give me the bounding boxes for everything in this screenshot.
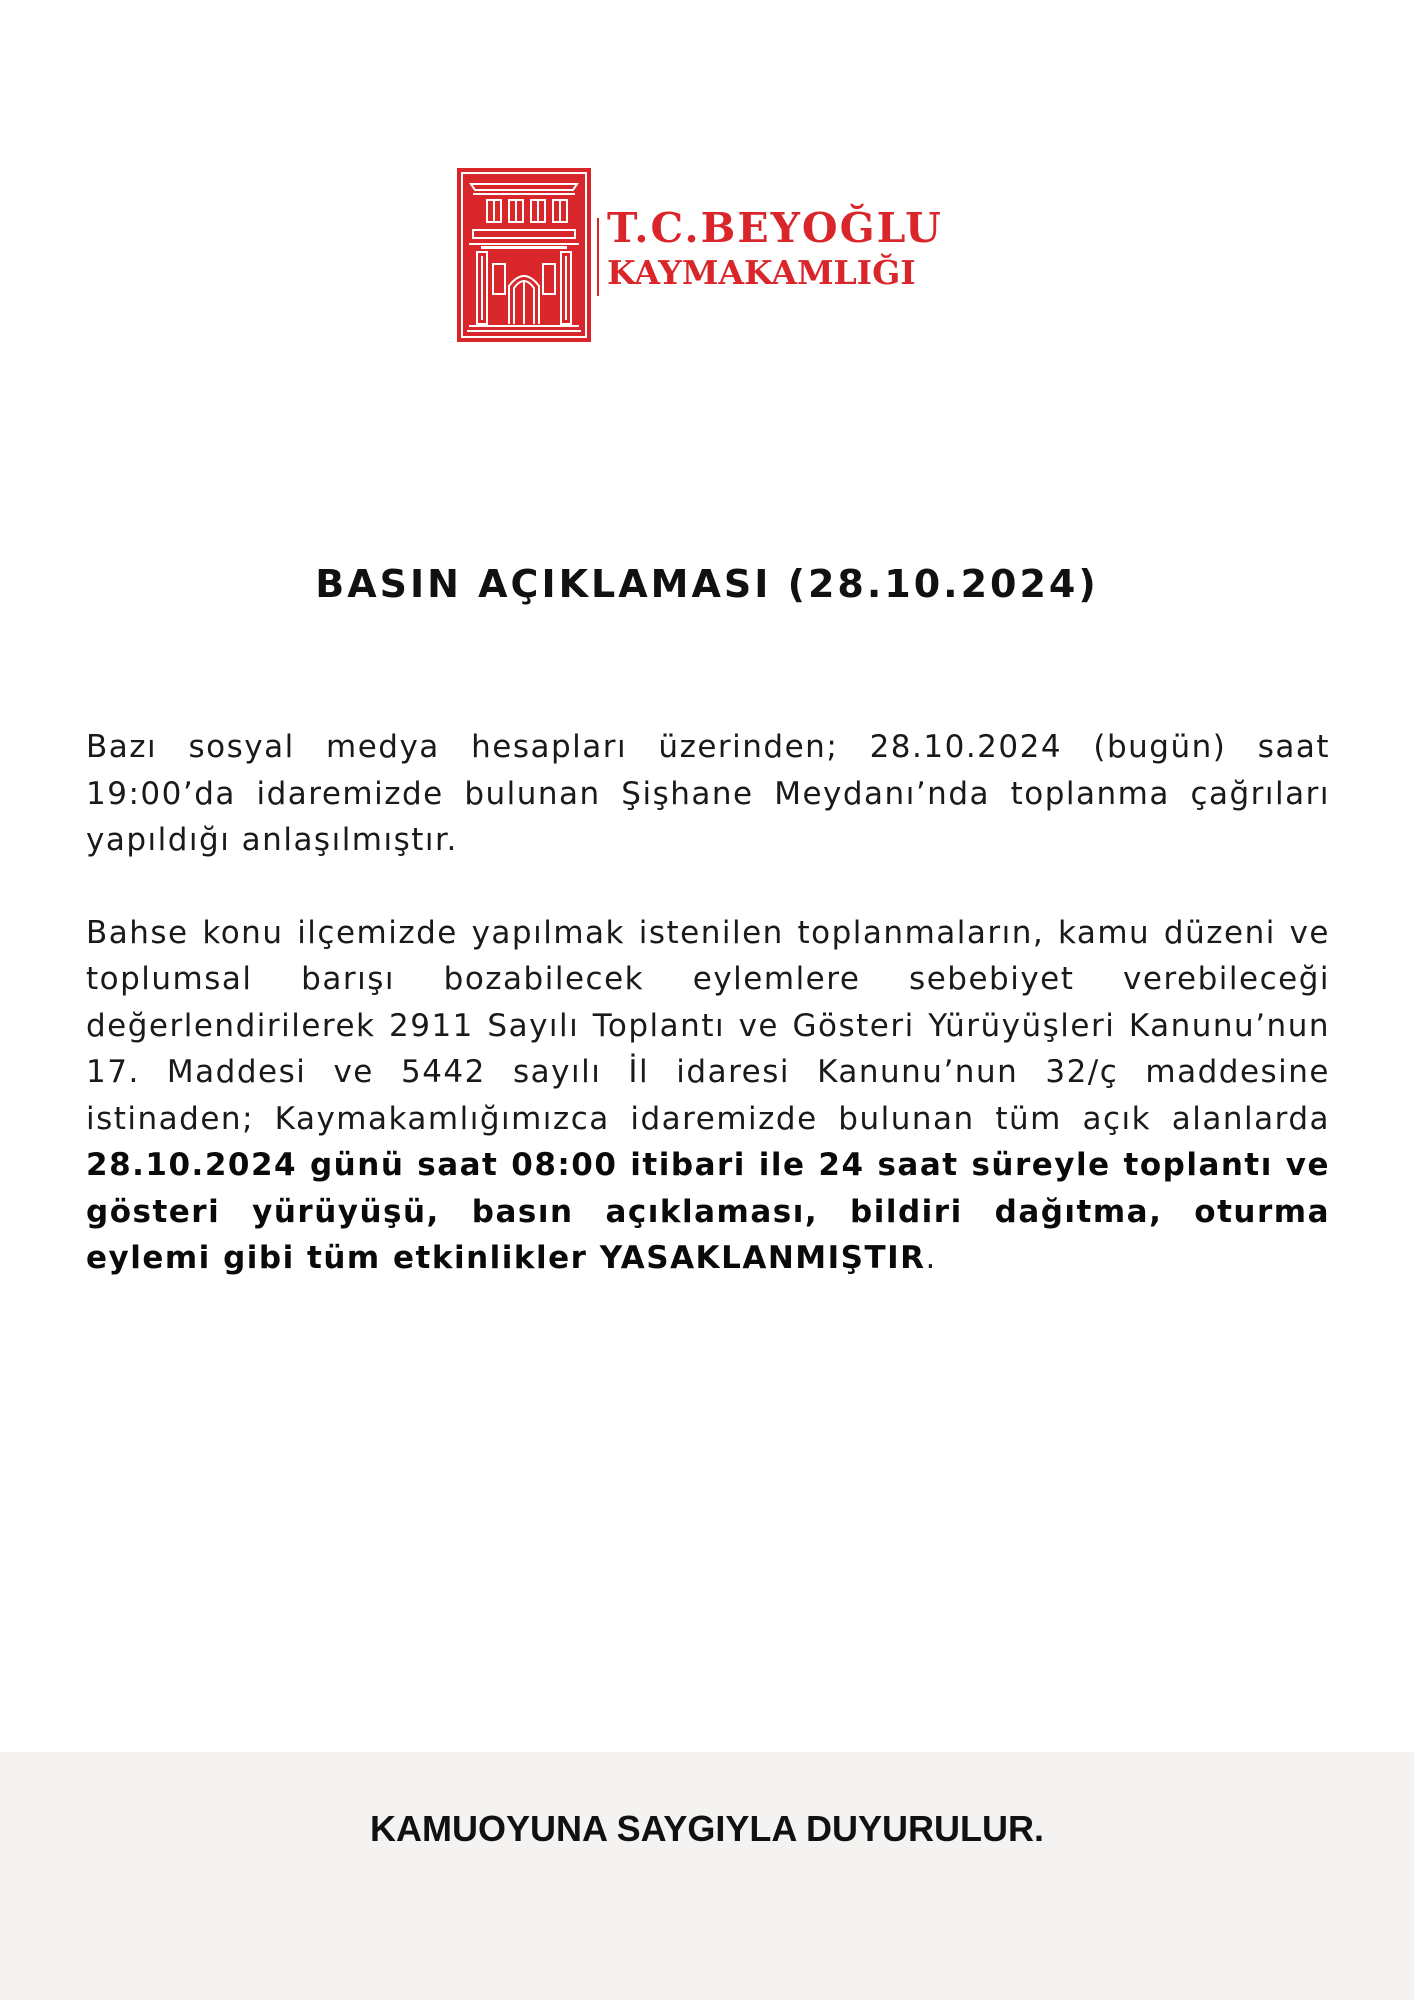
paragraph-2-bold-text: 28.10.2024 günü saat 08:00 itibari ile 24 saat süreyle toplantı ve gösteri yürüyüşü, basın açıklaması, bildiri dağıtma, oturma eylemi gibi tüm etkinlikler YASAKLANMIŞTIR — [86, 1147, 1330, 1276]
paragraph-1: Bazı sosyal medya hesapları üzerinden; 28.10.2024 (bugün) saat 19:00’da idaremizde bulunan Şişhane Meydanı’nda toplanma çağrıları yapıldığı anlaşılmıştır. — [86, 729, 1330, 858]
logo-line-2: KAYMAKAMLIĞI — [607, 253, 916, 292]
logo-divider — [597, 218, 599, 296]
footer-band — [0, 1752, 1414, 2000]
footer-text: KAMUOYUNA SAYGIYLA DUYURULUR. — [369, 1808, 1045, 1849]
logo — [457, 168, 967, 342]
press-release-body — [86, 724, 1330, 1328]
building-facade-icon — [457, 168, 591, 342]
page-title: BASIN AÇIKLAMASI (28.10.2024) — [315, 562, 1099, 606]
paragraph-2-text: Bahse konu ilçemizde yapılmak istenilen toplanmaların, kamu düzeni ve toplumsal barışı bozabilecek eylemlere sebebiyet verebileceği değerlendirilerek 2911 Sayılı Toplantı ve Gösteri Yürüyüşleri Kanunu’nun 17. Maddesi ve 5442 sayılı İl idaresi Kanunu’nun 32/ç maddesine istinaden; Kaymakamlığımızca idaremizde bulunan tüm açık alanlarda — [86, 914, 1330, 1137]
paragraph-2 — [86, 910, 1330, 1282]
paragraph-2-end: . — [925, 1240, 937, 1276]
logo-line-1: T.C.BEYOĞLU — [607, 204, 943, 252]
logo-text — [607, 204, 943, 292]
